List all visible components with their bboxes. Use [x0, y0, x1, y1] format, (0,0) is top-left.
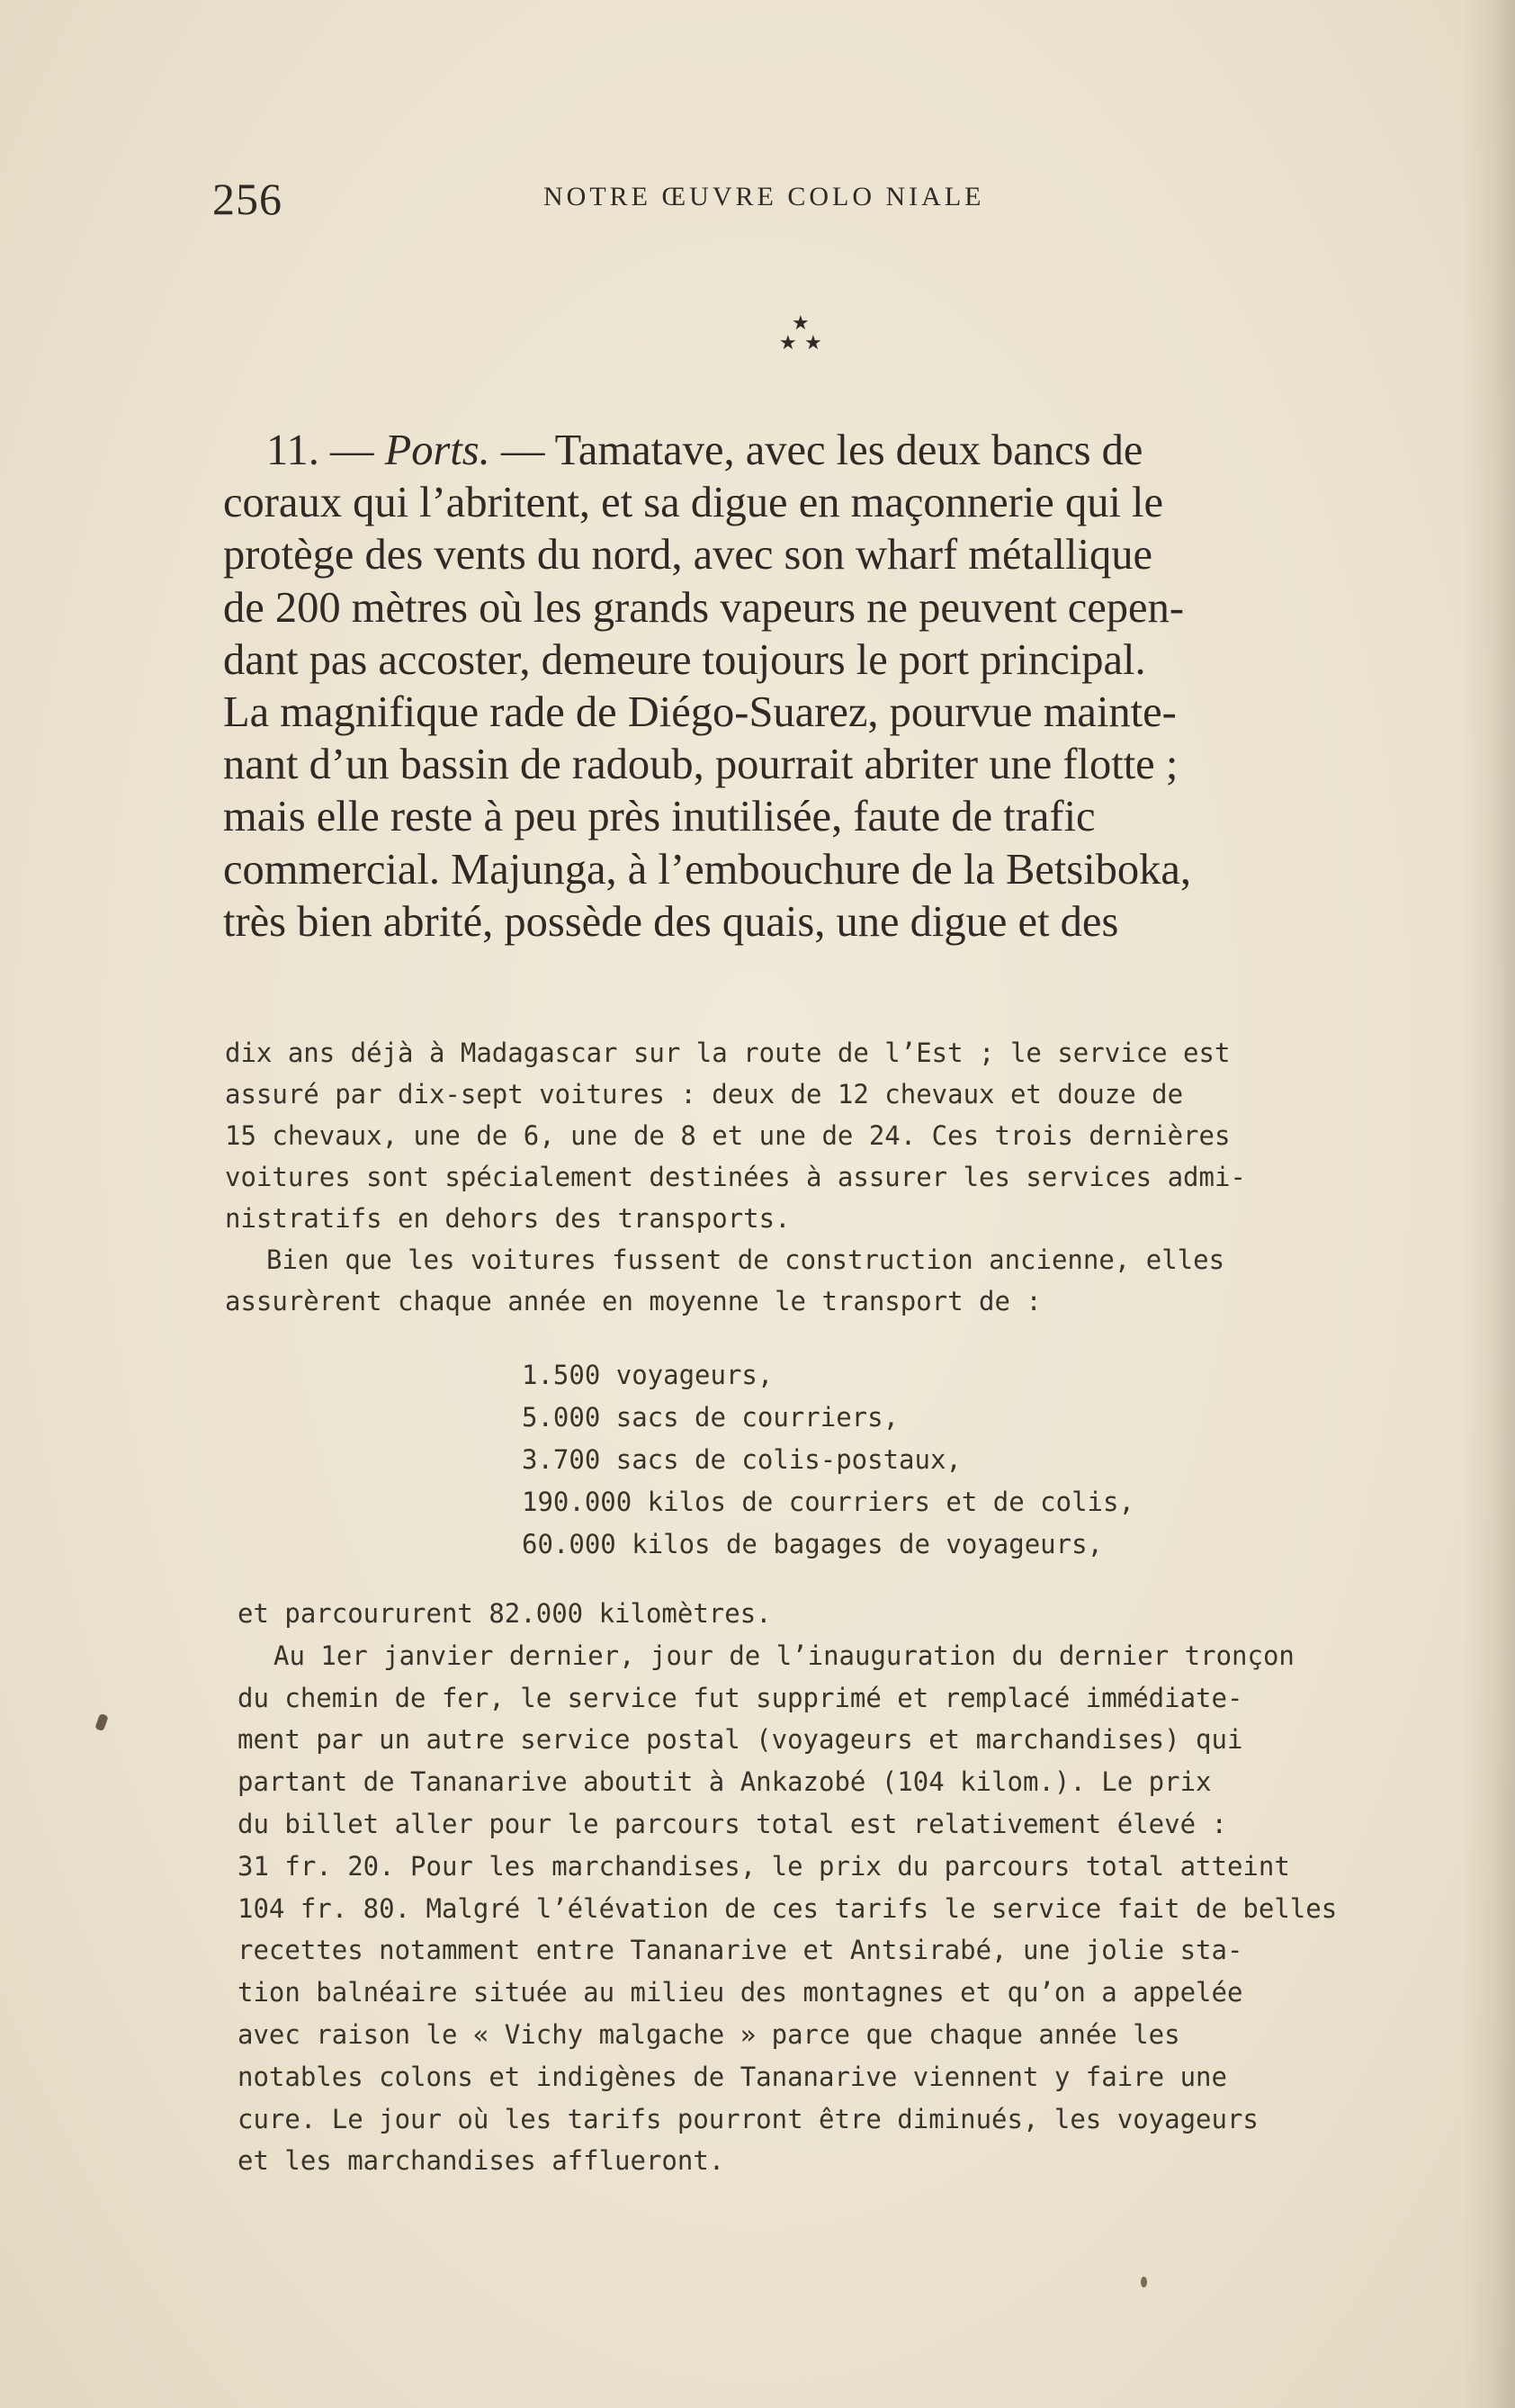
lower-line: Au 1er janvier dernier, jour de l’inauguration du dernier tronçon	[273, 1640, 1295, 1671]
lower-line: recettes notamment entre Tananarive et Antsirabé, une jolie sta-	[238, 1935, 1243, 1966]
section-number: 11. —	[266, 427, 385, 474]
lower-line: cure. Le jour où les tarifs pourront être diminués, les voyageurs	[238, 2103, 1259, 2134]
lower-line: ment par un autre service postal (voyageurs et marchandises) qui	[238, 1724, 1243, 1756]
lower-paragraph	[238, 1593, 1443, 2182]
star-icon: ★	[804, 331, 822, 354]
list-item: 5.000 sacs de courriers,	[522, 1402, 900, 1433]
ink-dot	[1141, 2277, 1147, 2287]
small-line: assuré par dix-sept voitures : deux de 12 chevaux et douze de	[225, 1079, 1184, 1110]
small-line: 15 chevaux, une de 6, une de 8 et une de 24. Ces trois dernières	[225, 1120, 1231, 1151]
paragraph-line: dant pas accoster, demeure toujours le port principal.	[223, 635, 1146, 684]
paragraph-line: coraux qui l’abritent, et sa digue en maçonnerie qui le	[223, 479, 1164, 527]
spine-shadow	[1461, 0, 1515, 2408]
star-icon: ★	[792, 311, 810, 334]
lower-line: et parcoururent 82.000 kilomètres.	[238, 1598, 772, 1629]
paragraph-line: de 200 mètres où les grands vapeurs ne peuvent cepen-	[223, 583, 1184, 632]
lower-line: 31 fr. 20. Pour les marchandises, le prix du parcours total atteint	[238, 1850, 1290, 1882]
small-line: dix ans déjà à Madagascar sur la route de l’Est ; le service est	[225, 1038, 1231, 1068]
section-title: Ports.	[384, 427, 490, 474]
paragraph-line: protège des vents du nord, avec son wharf métallique	[223, 531, 1152, 580]
section-ornament	[774, 311, 828, 365]
paragraph-line: très bien abrité, possède des quais, une digue et des	[223, 897, 1119, 946]
paragraph-line: mais elle reste à peu près inutilisée, faute de trafic	[223, 793, 1096, 841]
running-title: NOTRE ŒUVRE COLO NIALE	[543, 182, 985, 211]
page-number: 256	[212, 174, 282, 224]
lower-line: et les marchandises afflueront.	[238, 2145, 725, 2177]
small-print-block	[225, 1032, 1430, 1322]
page-header	[212, 173, 1439, 227]
small-line: voitures sont spécialement destinées à assurer les services admi-	[225, 1162, 1246, 1192]
list-item: 60.000 kilos de bagages de voyageurs,	[522, 1529, 1104, 1559]
paragraph-line: nant d’un bassin de radoub, pourrait abriter une flotte ;	[223, 741, 1179, 789]
small-line: Bien que les voitures fussent de construction ancienne, elles	[266, 1244, 1225, 1275]
paragraph-line: commercial. Majunga, à l’embouchure de la Betsiboka,	[223, 845, 1192, 894]
small-line: nistratifs en dehors des transports.	[225, 1203, 791, 1234]
list-item: 190.000 kilos de courriers et de colis,	[522, 1487, 1134, 1517]
lower-line: 104 fr. 80. Malgré l’élévation de ces tarifs le service fait de belles	[238, 1892, 1338, 1924]
list-item: 1.500 voyageurs,	[522, 1360, 774, 1390]
lower-line: tion balnéaire située au milieu des montagnes et qu’on a appelée	[238, 1977, 1243, 2008]
list-item: 3.700 sacs de colis-postaux,	[522, 1444, 962, 1475]
paragraph-line: La magnifique rade de Diégo-Suarez, pourvue mainte-	[223, 688, 1177, 737]
main-paragraph	[223, 425, 1429, 948]
lower-line: partant de Tananarive aboutit à Ankazobé (104 kilom.). Le prix	[238, 1766, 1212, 1798]
paragraph-line-1	[223, 425, 1429, 477]
lower-line: notables colons et indigènes de Tananarive viennent y faire une	[238, 2061, 1227, 2092]
margin-mark	[94, 1713, 109, 1731]
first-line-text: — Tamatave, avec les deux bancs de	[489, 427, 1143, 474]
transport-list	[522, 1354, 1331, 1566]
star-icon: ★	[779, 331, 797, 354]
small-line: assurèrent chaque année en moyenne le transport de :	[225, 1286, 1042, 1316]
lower-line: du chemin de fer, le service fut supprimé et remplacé immédiate-	[238, 1682, 1243, 1713]
lower-line: avec raison le « Vichy malgache » parce que chaque année les	[238, 2018, 1180, 2050]
lower-line: du billet aller pour le parcours total est relativement élevé :	[238, 1808, 1227, 1839]
